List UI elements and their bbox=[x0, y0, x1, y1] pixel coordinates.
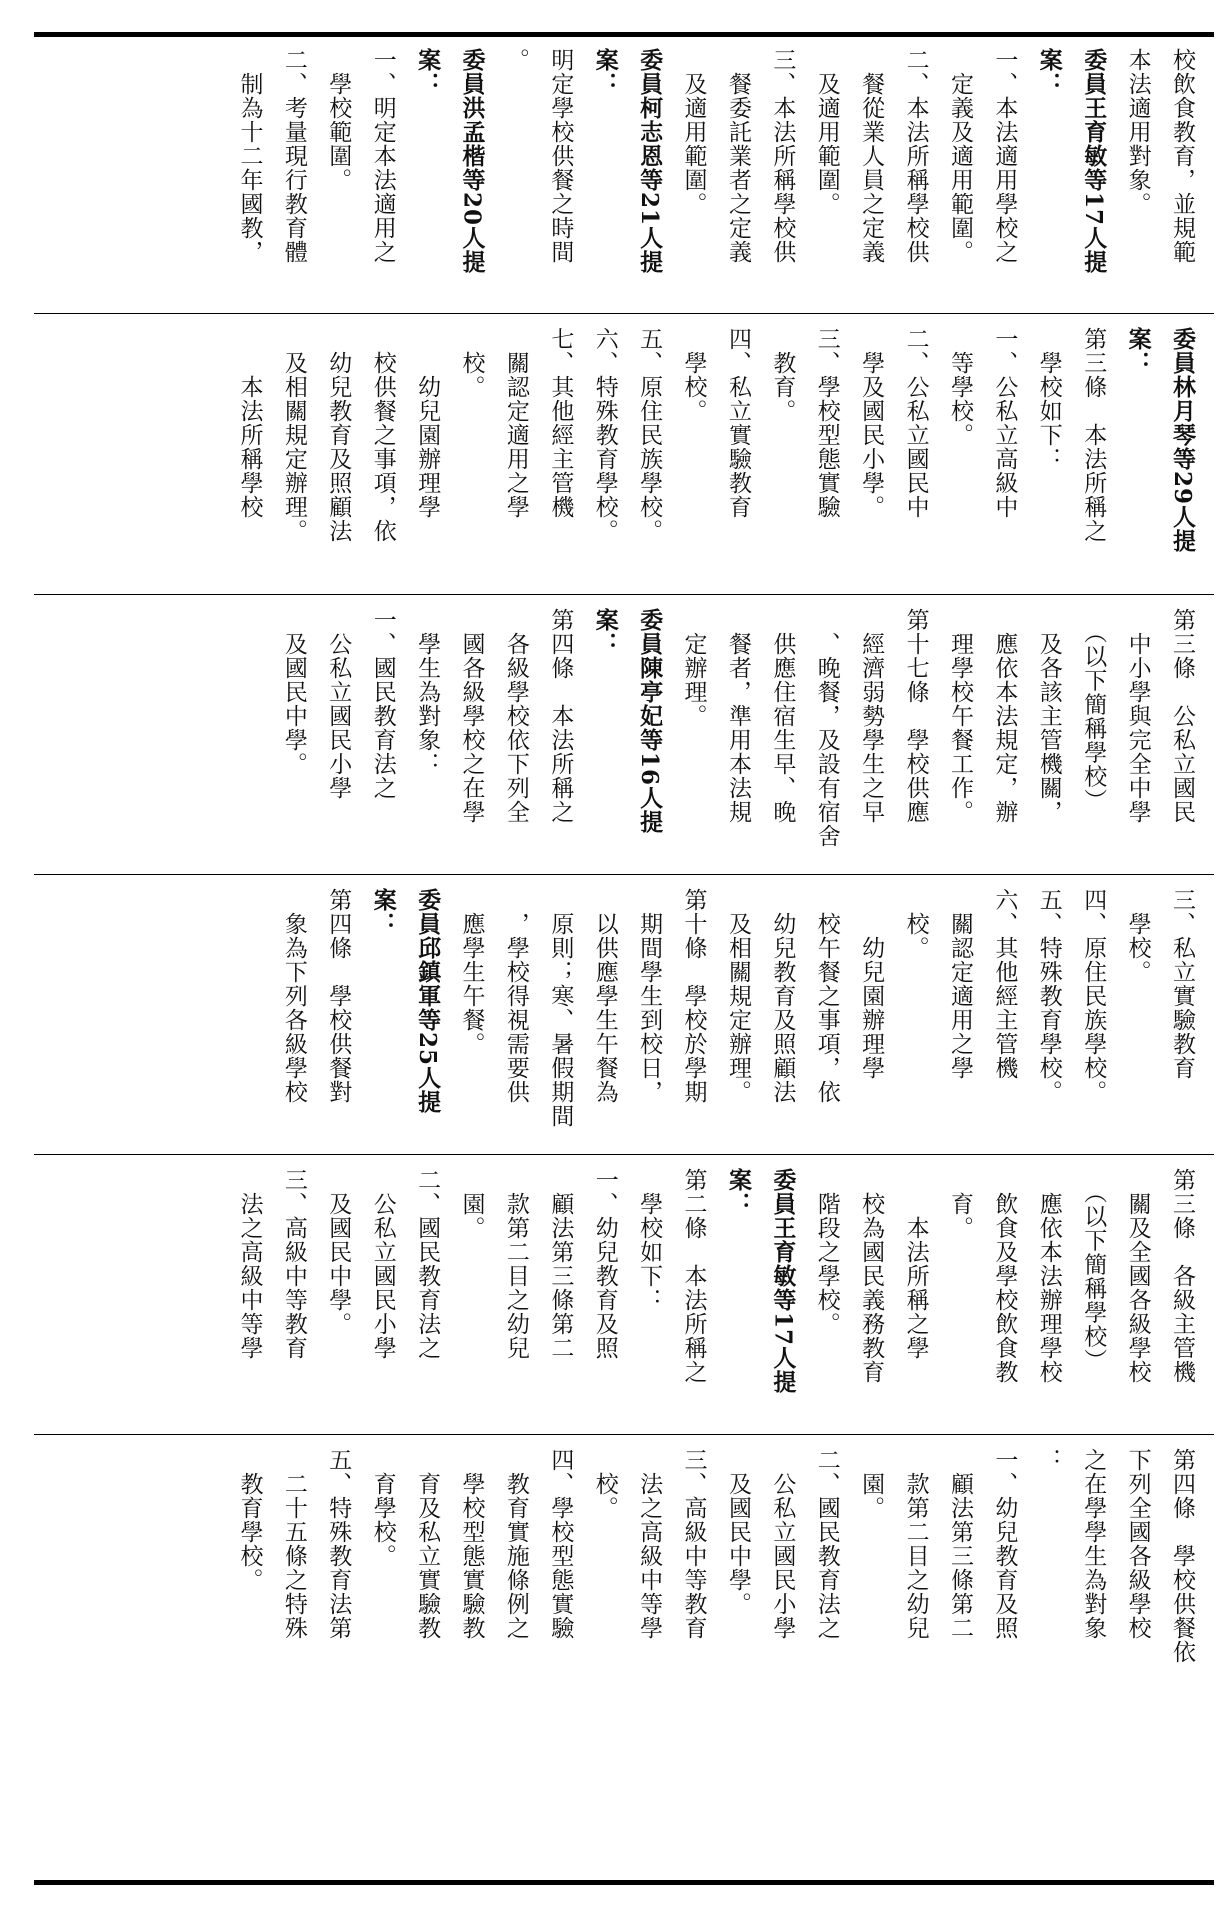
text-line: 定義及適用範圍。 bbox=[946, 48, 973, 264]
column-1 bbox=[40, 1440, 1210, 1876]
column-divider bbox=[34, 594, 1214, 595]
text-line: 關認定適用之學 bbox=[946, 888, 973, 1080]
column-divider bbox=[34, 1434, 1214, 1435]
text-line: 委員洪孟楷等20人提 bbox=[458, 48, 486, 275]
text-line: 。 bbox=[502, 48, 529, 72]
text-line: （以下簡稱學校） bbox=[1080, 608, 1107, 813]
text-line: 學及國民小學。 bbox=[858, 327, 885, 519]
text-line: 委員林月琴等29人提 bbox=[1169, 327, 1196, 554]
column-divider bbox=[34, 1154, 1214, 1155]
text-line: 園。 bbox=[458, 1168, 485, 1240]
text-line: 案： bbox=[1035, 48, 1063, 96]
column-divider bbox=[34, 874, 1214, 875]
text-line: 第十條 學校於學期 bbox=[680, 888, 707, 1104]
text-line: 育。 bbox=[946, 1168, 973, 1240]
text-line: 本法所稱學校 bbox=[236, 327, 263, 519]
text-line: 及各該主管機關， bbox=[1035, 608, 1062, 824]
text-line: 幼兒園辦理學 bbox=[858, 888, 885, 1080]
text-line: 本法適用對象。 bbox=[1124, 48, 1151, 216]
text-line: 育及私立實驗教 bbox=[414, 1448, 441, 1640]
text-line: 四、學校型態實驗 bbox=[547, 1448, 574, 1640]
text-line: 委員邱鎮軍等25人提 bbox=[414, 888, 442, 1115]
text-line: 二、國民教育法之 bbox=[414, 1168, 441, 1360]
text-line: 三、私立實驗教育 bbox=[1169, 888, 1195, 1080]
text-line: 一、幼兒教育及照 bbox=[991, 1448, 1018, 1640]
text-line: 委員柯志恩等21人提 bbox=[636, 48, 664, 275]
text-line: 案： bbox=[1124, 327, 1152, 375]
text-line: 六、其他經主管機 bbox=[991, 888, 1018, 1080]
text-line: 校。 bbox=[458, 327, 485, 399]
text-line: 明定學校供餐之時間 bbox=[547, 48, 574, 264]
text-line: 學校如下： bbox=[636, 1168, 663, 1312]
text-line: 幼兒園辦理學 bbox=[414, 327, 441, 519]
column-divider bbox=[34, 313, 1214, 314]
text-line: 案： bbox=[369, 888, 397, 936]
text-line: 理學校午餐工作。 bbox=[946, 608, 973, 824]
text-line: 二、公私立國民中 bbox=[902, 327, 929, 519]
text-line: 學校。 bbox=[680, 327, 707, 423]
column-4 bbox=[40, 600, 1210, 870]
text-line: 五、特殊教育學校。 bbox=[1035, 888, 1062, 1104]
text-line: 一、幼兒教育及照 bbox=[591, 1168, 618, 1360]
text-line: 學校型態實驗教 bbox=[458, 1448, 485, 1640]
text-line: 一、明定本法適用之 bbox=[369, 48, 396, 264]
top-rule bbox=[34, 32, 1214, 37]
text-line: 一、本法適用學校之 bbox=[991, 48, 1018, 264]
text-line: 三、學校型態實驗 bbox=[813, 327, 840, 519]
text-line: 法之高級中等學 bbox=[636, 1448, 663, 1640]
text-line: 五、原住民族學校。 bbox=[636, 327, 663, 543]
text-line: 幼兒教育及照顧法 bbox=[325, 327, 352, 543]
text-line: 之在學學生為對象 bbox=[1080, 1448, 1107, 1640]
text-line: 園。 bbox=[858, 1448, 885, 1520]
text-line: 餐從業人員之定義 bbox=[858, 48, 885, 264]
bottom-rule bbox=[34, 1880, 1214, 1885]
text-line: 教育實施條例之 bbox=[502, 1448, 529, 1640]
text-line: 六、特殊教育學校。 bbox=[591, 327, 618, 543]
text-line: 學校。 bbox=[1124, 888, 1151, 984]
text-line: 及適用範圍。 bbox=[813, 48, 840, 216]
column-3-text bbox=[271, 888, 1204, 1150]
text-line: 三、高級中等教育 bbox=[680, 1448, 707, 1640]
text-line: 二、國民教育法之 bbox=[813, 1448, 840, 1640]
text-line: 四、原住民族學校。 bbox=[1080, 888, 1107, 1104]
text-line: 及相關規定辦理。 bbox=[280, 327, 307, 543]
text-line: 學生為對象： bbox=[414, 608, 441, 776]
text-line: 委員陳亭妃等16人提 bbox=[636, 608, 664, 835]
column-6 bbox=[40, 40, 1210, 310]
text-line: 公私立國民小學 bbox=[369, 1168, 396, 1360]
text-line: 案： bbox=[724, 1168, 752, 1216]
text-line: 第四條 學校供餐依 bbox=[1169, 1448, 1195, 1664]
text-line: 應依本法規定，辦 bbox=[991, 608, 1018, 824]
column-6-text bbox=[227, 48, 1204, 310]
text-line: 五、特殊教育法第 bbox=[325, 1448, 352, 1640]
text-line: 飲食及學校飲食教 bbox=[991, 1168, 1018, 1384]
column-5 bbox=[40, 319, 1210, 589]
text-line: 款第二目之幼兒 bbox=[902, 1448, 929, 1640]
text-line: 公私立國民小學 bbox=[769, 1448, 796, 1640]
text-line: 幼兒教育及照顧法 bbox=[769, 888, 796, 1104]
text-line: 、晚餐，及設有宿舍 bbox=[813, 608, 840, 848]
text-line: 委員王育敏等17人提 bbox=[1080, 48, 1108, 275]
text-line: 餐委託業者之定義 bbox=[724, 48, 751, 264]
text-line: 二、本法所稱學校供 bbox=[902, 48, 929, 264]
text-line: 及國民中學。 bbox=[325, 1168, 352, 1336]
text-line: 法之高級中等學 bbox=[236, 1168, 263, 1360]
text-line: 一、公私立高級中 bbox=[991, 327, 1018, 519]
text-line: 第三條 公私立國民 bbox=[1169, 608, 1195, 824]
text-line: 二十五條之特殊 bbox=[280, 1448, 307, 1640]
text-line: 三、高級中等教育 bbox=[280, 1168, 307, 1360]
column-4-text bbox=[271, 608, 1204, 870]
text-line: 第三條 本法所稱之 bbox=[1080, 327, 1107, 543]
text-line: 及相關規定辦理。 bbox=[724, 888, 751, 1104]
text-line: 校。 bbox=[902, 888, 929, 960]
text-line: 顧法第三條第二 bbox=[946, 1448, 973, 1640]
text-line: 本法所稱之學 bbox=[902, 1168, 929, 1360]
text-line: 公私立國民小學 bbox=[325, 608, 352, 800]
text-line: 校飲食教育，並規範 bbox=[1169, 48, 1195, 264]
text-line: 學校如下： bbox=[1035, 327, 1062, 471]
column-3 bbox=[40, 880, 1210, 1150]
text-line: 案： bbox=[591, 608, 619, 656]
text-line: 一、國民教育法之 bbox=[369, 608, 396, 800]
text-line: 委員王育敏等17人提 bbox=[769, 1168, 797, 1395]
text-line: 教育。 bbox=[769, 327, 796, 423]
text-line: 應學生午餐。 bbox=[458, 888, 485, 1056]
text-line: 制為十二年國教， bbox=[236, 48, 263, 264]
text-line: 期間學生到校日， bbox=[636, 888, 663, 1104]
text-line: 應依本法辦理學校 bbox=[1035, 1168, 1062, 1384]
text-line: 國各級學校之在學 bbox=[458, 608, 485, 824]
text-line: 供應住宿生早、晚 bbox=[769, 608, 796, 824]
text-line: 經濟弱勢學生之早 bbox=[858, 608, 885, 824]
text-line: 三、本法所稱學校供 bbox=[769, 48, 796, 264]
text-line: 及國民中學。 bbox=[724, 1448, 751, 1616]
text-line: 下列全國各級學校 bbox=[1124, 1448, 1151, 1640]
text-line: 案： bbox=[414, 48, 442, 96]
text-line: 餐者，準用本法規 bbox=[724, 608, 751, 824]
column-1-text bbox=[227, 1448, 1204, 1713]
text-line: 階段之學校。 bbox=[813, 1168, 840, 1336]
text-line: 學校範圍。 bbox=[325, 48, 352, 192]
text-line: 關認定適用之學 bbox=[502, 327, 529, 519]
text-line: （以下簡稱學校） bbox=[1080, 1168, 1107, 1373]
text-line: 第二條 本法所稱之 bbox=[680, 1168, 707, 1384]
text-line: 第四條 本法所稱之 bbox=[547, 608, 574, 824]
text-line: 及適用範圍。 bbox=[680, 48, 707, 216]
text-line: 象為下列各級學校 bbox=[280, 888, 307, 1104]
text-line: 教育學校。 bbox=[236, 1448, 263, 1592]
column-2 bbox=[40, 1160, 1210, 1430]
text-line: 關及全國各級學校 bbox=[1124, 1168, 1151, 1384]
text-line: 校。 bbox=[591, 1448, 618, 1520]
text-line: 四、私立實驗教育 bbox=[724, 327, 751, 519]
text-line: 育學校。 bbox=[369, 1448, 396, 1568]
text-line: 以供應學生午餐為 bbox=[591, 888, 618, 1104]
text-line: 案： bbox=[591, 48, 619, 96]
text-line: 七、其他經主管機 bbox=[547, 327, 574, 519]
text-line: 各級學校依下列全 bbox=[502, 608, 529, 824]
text-line: 定辦理。 bbox=[680, 608, 707, 728]
text-line: 校午餐之事項，依 bbox=[813, 888, 840, 1104]
column-5-text bbox=[227, 327, 1204, 589]
text-line: 校為國民義務教育 bbox=[858, 1168, 885, 1384]
text-line: ： bbox=[1035, 1448, 1062, 1472]
text-line: 第三條 各級主管機 bbox=[1169, 1168, 1195, 1384]
text-line: 顧法第三條第二 bbox=[547, 1168, 574, 1360]
text-line: 二、考量現行教育體 bbox=[280, 48, 307, 264]
text-line: 款第二目之幼兒 bbox=[502, 1168, 529, 1360]
column-2-text bbox=[227, 1168, 1204, 1430]
text-line: 等學校。 bbox=[946, 327, 973, 447]
text-line: 中小學與完全中學 bbox=[1124, 608, 1151, 824]
text-line: 原則；寒、暑假期間 bbox=[547, 888, 574, 1128]
text-line: 第四條 學校供餐對 bbox=[325, 888, 352, 1104]
text-line: ，學校得視需要供 bbox=[502, 888, 529, 1104]
text-line: 第十七條 學校供應 bbox=[902, 608, 929, 824]
text-line: 校供餐之事項，依 bbox=[369, 327, 396, 543]
text-line: 及國民中學。 bbox=[280, 608, 307, 776]
